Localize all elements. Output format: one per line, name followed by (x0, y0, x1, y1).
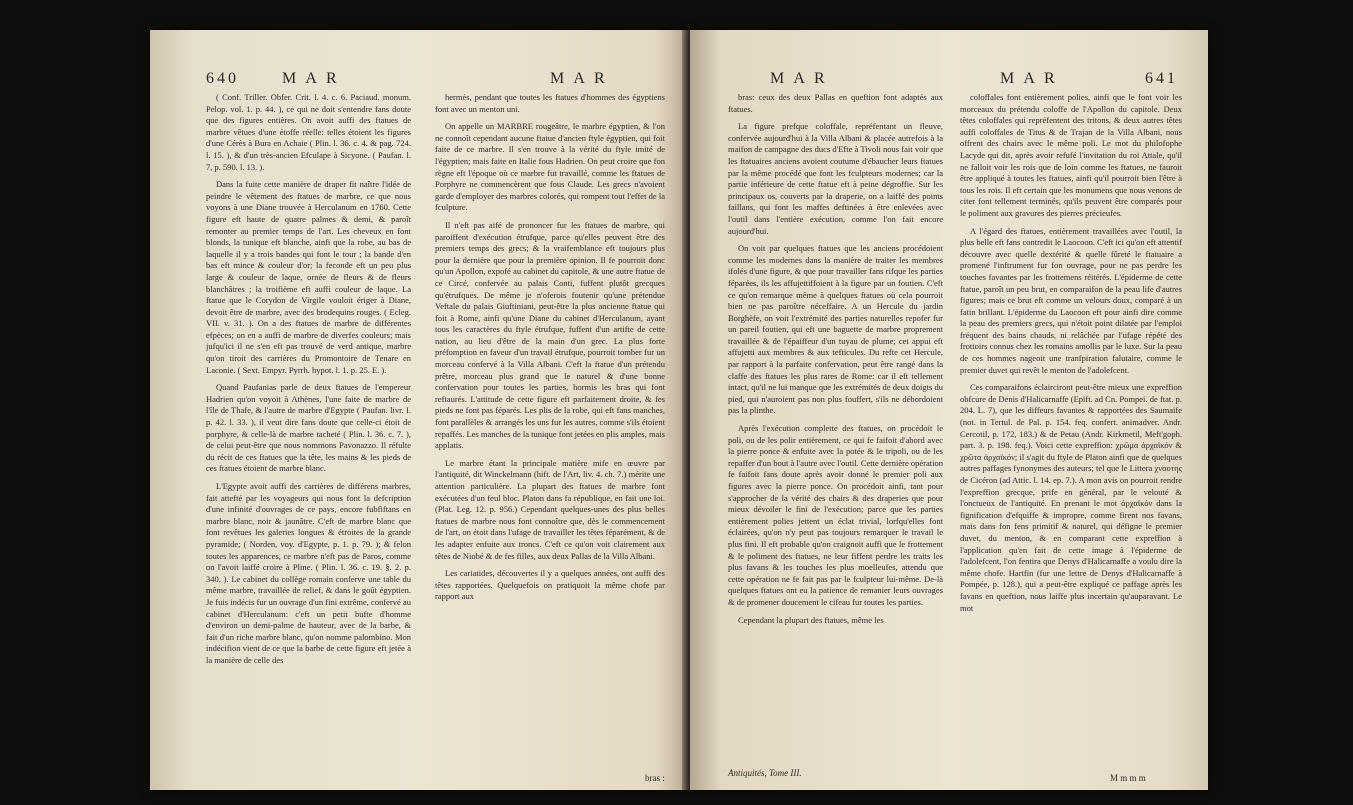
volume-footer: Antiquités, Tome III. (728, 768, 802, 778)
running-head-left-col2: M A R (550, 70, 608, 87)
running-head-right-col1: M A R (770, 70, 828, 87)
paragraph: A l'égard des ftatues, entièrement travaillées avec l'outil, la plus belle eft fans contredit le Laocoon. C'eft ici qu'on eft attentif découvre avec quelle dextérité & quelle fûreté le ftatuaire a promené l'inftrument fur fon ouvrage, pour ne pas perdre les touches favantes par les frottemens réitérés. L'épiderme de cette ftatue, paroît un peu brut, en comparaifon de la peau life d'autres figures; mais ce brut eft comme un velours doux, comparé à un fatin brillant. L'épiderme du Laocoon eft pour ainfi dire comme la peau des premiers grecs, qui n'étoit point dilatée par l'emploi fréquent des bains chauds, ni relâchée par l'ufage répété des frottoirs connus chez les romains amollis par le luxe. Sur la peau de ces hommes nageoit une tranfpiration falutaire, comme le premier duvet qui revêt le menton de l'adolefcent. (960, 225, 1182, 375)
paragraph: Quand Paufanias parle de deux ftatues de l'empereur Hadrien qu'on voyoit à Athènes, l'une faite de marbre de l'île de Thafe, & l'autre de marbre d'Egypte ( Paufan. livr. I. p. 42. l. 33. ), il veut dire fans doute que celle-ci étoit de porphyre, & celle-là de marbre tacheté ( Plin. l. 36. c. 7. ), de celui peut-être que nous nommons Pavonazzo. Il réfulte du récit de ces ftatues que la tête, les mains & les pieds de ces ftatues étoient de marbre blanc. (206, 382, 411, 474)
paragraph: La figure prefque coloffale, repréfentant un fleuve, confervée aujourd'hui à la Villa Albani & placée autrefois à la maifon de campagne des ducs d'Efte à Tivoli nous fait voir que les ftatuaires anciens avoient coutume d'ébaucher leurs ftatues par la même procédé que font les fculpteurs modernes; car la partie inférieure de cette ftatue eft à peine dégroffie. Sur les principaux os, couverts par la draperie, on a laiffé des points faillans, qui font les maffes deftinées à être enlevées avec l'outil dans l'entière exécution, comme l'on fait encore aujourd'hui. (728, 121, 943, 236)
signature-mark: M m m m (1110, 773, 1146, 783)
paragraph: L'Egypte avoit auffi des carrières de différens marbres, fait attefté par les voyageurs qui nous font la defcription d'une infinité d'ouvrages de ce pays, encore fubfiftans en marbre blanc, noir & jaunâtre. C'eft de marbre blanc que font revêtues les galeries longues & étroites de la grande pyramide; ( Norden, voy. d'Egypte, p. 1. p. 79. ); & felon toutes les apparences, ce marbre n'eft pas de Paros, comme on l'avoit laiffé croire à Pline. ( Plin. l. 36. c. 19. §. 2. p. 340. ). Le cabinet du collège romain conferve une table du même marbre, travaillée de relief, & dans le goût égyptien. Je fuis indécis fur un ouvrage d'un fini extrême, confervé au cabinet d'Herculanum: c'eft un petit bufte d'homme d'environ un demi-palme de hauteur, avec de la barbe, & fait d'un riche marbre blanc, qu'on nomme palombino. Mon indécifion vient de ce que la barbe de cette figure eft jetée à la manière de celle des (206, 481, 411, 665)
paragraph: Cependant la plupart des ftatues, même les (738, 614, 884, 625)
book-spread (150, 30, 1208, 790)
paragraph: Il n'eft pas aifé de prononcer fur les ftatues de marbre, qui paroiffent d'exécution étrufque, parce qu'elles peuvent être des premiers temps des grecs; & la vraifemblance eft toujours plus pour la dernière que pour la première opinion. Il fe pourroit donc qu'un Apollon, expofé au cabinet du capitole, & une autre ftatue de ce Circé, confervée au palais Conti, fuffent plutôt grecques qu'étrufques. De même je n'oferois foutenir qu'une prétendue Veftale du palais Giuftiniani, peut-être la plus ancienne ftatue qui foit à Rome, ainfi qu'une Diane du cabinet d'Herculanum, ayant tous les caractères du ftyle étrufque, fuffent d'un artifte de cette nation, au lieu d'être de la main d'un grec. La plus forte préfomption en faveur d'un travail étrufque, pourroit tomber fur un morceau confervé à la Villa Albani. C'eft la ftatue d'un prétendu prêtre, morceau plus grand que le naturel & d'une bonne confervation pour toutes les parties, hormis les bras qui font reftaurés. L'attitude de cette figure eft parfaitement droite, & fes pieds ne font pas féparés. Les plis de la robe, qui eft fans manches, font parallèles & arrangés les uns fur les autres, comme s'ils étoient repaffés. Les manches de la tunique font jetées en plis amples, mais applatis. (435, 219, 665, 451)
running-head-left-col1: M A R (282, 70, 340, 87)
catchword: bras : (645, 773, 665, 783)
page-number-left: 640 (206, 70, 239, 87)
paragraph: Dans la fuite cette manière de draper fit naître l'idée de peindre le vêtement des ftatues de marbre, ce que nous voyons à une Diane trouvée à Herculanum en 1760. Cette figure eft haute de quatre palmes & demi, & paroît remonter au premier temps de l'art. Les cheveux en font blonds, la tunique eft blanche, ainfi que la robe, au bas de laquelle il y a trois bandes qui font le tour ; la bande d'en bas eft mince & couleur d'or; la feconde eft un peu plus large & couleur de laque, ornée de fleurs & de fleurs blanchâtres ; la troifième eft auffi couleur de laque. La ftatue que le Corydon de Virgile vouloit ériger à Diane, devoit être de marbre, avec des brodequins rouges. ( Ecleg. VII. v. 31. ). On a des ftatues de marbre de différentes efpèces; on en a auffi de marbre de diverfes couleurs; mais jufqu'ici il ne s'en eft pas trouvé de verd antique, marbre qu'on tiroit des carrières du Promontoire de Tenare en Laconie. ( Sext. Empyr. Pyrrh. hypot. l. 1. p. 25. E. ). (206, 179, 411, 375)
left-page-column-2 (435, 92, 665, 772)
left-page-column-1 (206, 92, 411, 782)
right-page-column-2 (960, 92, 1182, 772)
paragraph: ( Conf. Triller. Obfer. Crit. l. 4. c. 6. Paciaud. monum. Pelop. vol. 1. p. 44. ), ce qui ne doit s'entendre fans doute que des figures entières. On avoit auffi des ftatues de marbre vêtues d'une étoffe réelle: telles étoient les figures d'une Cérès à Bura en Achaie ( Plin. l. 36. c. 4. & pag. 724. l. 15. ), & d'un très-ancien Efculape à Sicyone. ( Paufan. l. 7, p. 590. l. 13. ). (206, 92, 411, 172)
paragraph: Les cariatides, découvertes il y a quelques années, ont auffi des têtes rapportées. Quelquefois on pratiquoit la même chofe par rapport aux (435, 568, 665, 602)
left-page (150, 30, 688, 790)
paragraph: Le marbre étant la principale matière mife en œuvre par l'antiquité, dit Winckelmann (hift. de l'Art, liv. 4. ch. 7.) mérite une attention particulière. La plupart des ftatues de marbre font exécutées d'un feul bloc. Platon dans fa république, en fait une loi. (Plat. Leg. 12. p. 956.) Cependant quelques-unes des plus belles ftatues de marbre nous font connoître que, dès le commencement de l'art, on étoit dans l'ufage de travailler les têtes féparément, & de les adapter enfuite aux troncs. C'eft ce qu'on voit clairement aux têtes de Niobé & de fes filles, aux deux Pallas de la Villa Albani. (435, 457, 665, 561)
paragraph: On appelle un MARBRE rougeâtre, le marbre égyptien, & l'on ne connoît cependant aucune ftatue d'ancien ftyle égyptien, qui foit faite de ce marbre. Il s'en trouve à la vérité du ftyle imité de l'égyptien; mais faite en Italie fous Hadrien. On peut croire que fon règne eft l'époque où ce marbre fut travaillé, comme les ftatues de Porphyre ne commencèrent que fous Claude. Les grecs n'avoient garde d'employer des marbres colorés, qui rompent tout l'effet de la fculpture. (435, 121, 665, 213)
right-page-column-1 (728, 92, 943, 762)
page-number-right: 641 (1145, 70, 1178, 87)
paragraph: Ces comparaifons éclairciront peut-être mieux une expreffion obfcure de Denis d'Halicarnaffe (Epift. ad Cn. Pompei. de ftat. p. 204. L. 7), que les diffeurs favantes & rapportées des Saumaife (not. in Tertul. de Pal. p. 154. feq. confert. animadver. Andr. Cercotil, p. 172, 183.) & de Petau (Andr. Kirkmetil, Meft'goph. part. 3. p. 198. feq.). Voici cette expreffion: χρῶμα ἀρχαϊκόν & χρῶτα ἀρχαϊκόν; il s'agit du ftyle de Platon ainfi que de quelques autres paffages fynonymes des auteurs; tel que le Littera χναοτης de Cicéron (ad Attic. l. 14. ep. 7.). A mon avis on pourroit rendre l'expreffion grecque, prife en général, par le velouté & l'onctueux de l'antiquité. En prenant le mot ἀρχαϊκόν dans la fignification d'efquiffe & impropre, comme firent nos favans, mais dans fon fens primitif & naturel, qui défigne le premier duvet, du menton, & en comparant cette expreffion à l'application qu'en fait de cette image à l'épiderme de l'adolefcent, l'on fentira que Denys d'Halicarnaffe a voulu dire la même chofe. Hartfin (fur une lettre de Denys d'Halicarnaffe à Pompée, p. 128.), qui a peut-être expliqué ce paffage après les favans en queftion, nous laiffe plus incertain qu'auparavant. Le mot (960, 382, 1182, 613)
right-page (690, 30, 1208, 790)
paragraph: bras: ceux des deux Pallas en queftion font adaptés aux ftatues. (728, 92, 943, 114)
running-head-right-col2: M A R (1000, 70, 1058, 87)
paragraph: coloffales font entièrement polies, ainfi que le font voir les morceaux du prétendu coloffe de l'Apollon du capitole. Deux têtes coloffales qui repréfentent des tritons, & deux autres têtes auffi coloffales de Titus & de Trajan de la Villa Albani, nous offrent des chairs avec le même poli. Le mot du philofophe Lacyde qui dit, après avoir refufé l'invitation du roi Attale, qu'il ne falloit voir les rois que de loin comme les ftatues, ne fauroit être appliqué à toutes les ftatues, ainfi qu'il pourroit bien l'être à tous les rois. Il eft certain que les monumens que nous venons de citer font tellement terminés, qu'ils peuvent être comparés pour le poliment aux gravures des pierres précieufes. (960, 92, 1182, 218)
paragraph: hermès, pendant que toutes les ftatues d'hommes des égyptiens font avec un menton uni. (435, 92, 665, 114)
paragraph: Après l'exécution complette des ftatues, on procédoit le poli, ou de les polir entièrement, ce qui fe faifoit d'abord avec la pierre ponce & enfuite avec la potée & le tripoli, ou de les repaffer d'un bout à l'autre avec l'outil. Cette dernière opération fe faifoit fans doute après avoir donné le premier poli aux figures avec la pierre ponce. On procédoit ainfi, tant pour s'approcher de la vérité des chairs & des draperies que pour mieux dévoiler le fini de l'exécution; parce que les parties entièrement polies jettent un éclat trivial, lorfqu'elles font éclairées, qu'on n'y peut pas toujours remarquer le travail le plus fini. Il eft probable qu'on craignoit auffi que le frottement & le poliment des ftatues, ne leur fiffent perdre les traits les plus favans & les touches les plus moelleufes, attendu que cette opération ne fe fait pas par le fculpteur lui-même. De-là quelques ftatues ont eu la patience de remanier leurs ouvrages & de promener doucement le cifeau fur toutes les parties. (728, 423, 943, 607)
paragraph: On voit par quelques ftatues que les anciens procédoient comme les modernes dans la manière de traiter les membres ifolés d'une figure, & que pour travailler fans rifque les parties féparées, ils les affujettiffoient à la figure par un foutien. C'eft ce qu'on remarque même à quelques ftatues où cela pourroit bien ne pas paroître néceffaire. A un Hercule du jardin Borghèfe, on voit l'extrémité des parties naturelles repofer fur un pareil foutien, qui eft une baguette de marbre proprement travaillée & de l'épaiffeur d'un tuyau de plume; cet appui eft affujetti aux membres & aux tefticules. Du refte cet Hercule, par rapport à la parfaite confervation, peut être rangé dans la claffe des ftatues les plus rares de Rome: car il eft tellement intact, qu'il ne lui manque que les extrémités de deux doigts du pied, qui n'auroient pas non plus fouffert, s'ils ne débordoient pas la plinthe. (728, 243, 943, 416)
